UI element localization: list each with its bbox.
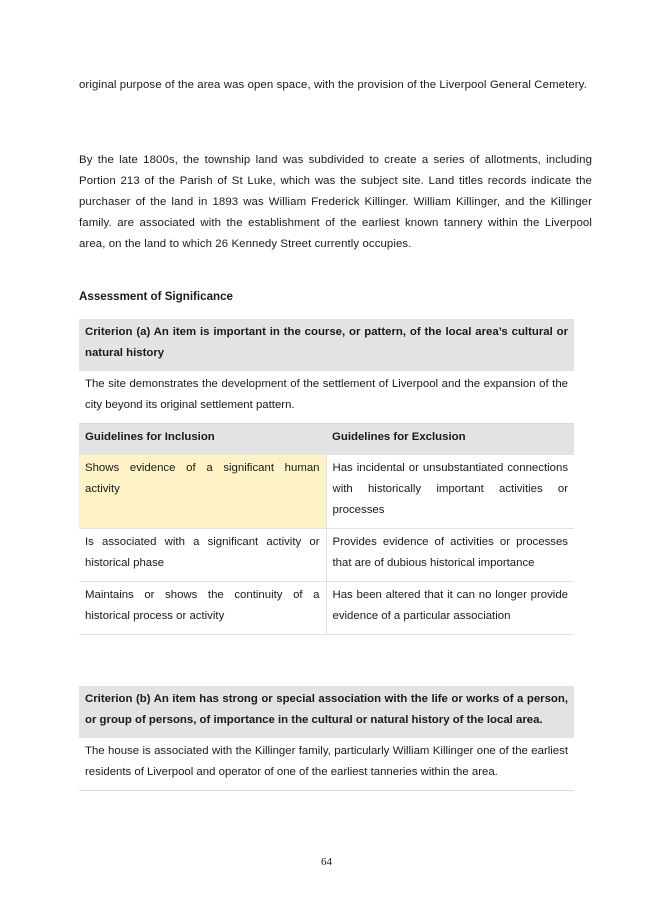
criterion-a-table xyxy=(79,319,574,635)
exclusion-header: Guidelines for Exclusion xyxy=(326,424,574,456)
criterion-b-description: The house is associated with the Killinger family, particularly William Killinger one of the earliest residents of Liverpool and operator of one of the earliest tanneries within the area. xyxy=(79,738,574,791)
inclusion-cell: Is associated with a significant activity or historical phase xyxy=(79,529,326,582)
guideline-row xyxy=(79,582,574,635)
section-heading: Assessment of Significance xyxy=(79,290,233,303)
exclusion-cell: Provides evidence of activities or processes that are of dubious historical importance xyxy=(326,529,574,582)
inclusion-cell: Shows evidence of a significant human activity xyxy=(79,455,326,529)
guideline-row xyxy=(79,455,574,529)
page-number: 64 xyxy=(321,856,332,868)
criterion-b-title: Criterion (b) An item has strong or special association with the life or works of a person, or group of persons, of importance in the cultural or natural history of the local area. xyxy=(79,686,574,738)
exclusion-cell: Has been altered that it can no longer provide evidence of a particular association xyxy=(326,582,574,635)
intro-paragraph: original purpose of the area was open space, with the provision of the Liverpool General Cemetery. xyxy=(79,79,587,91)
exclusion-cell: Has incidental or unsubstantiated connections with historically important activities or processes xyxy=(326,455,574,529)
criterion-b-table xyxy=(79,686,574,791)
criterion-a-description: The site demonstrates the development of the settlement of Liverpool and the expansion of the city beyond its original settlement pattern. xyxy=(79,371,574,424)
criterion-a-title: Criterion (a) An item is important in the course, or pattern, of the local area’s cultural or natural history xyxy=(79,319,574,371)
history-paragraph: By the late 1800s, the township land was subdivided to create a series of allotments, including Portion 213 of the Parish of St Luke, which was the subject site. Land titles records indicate the purchaser of the land in 1893 was William Frederick Killinger. William Killinger, and the Killinger family. are associated with the establishment of the earliest known tannery within the Liverpool area, on the land to which 26 Kennedy Street currently occupies. xyxy=(79,154,592,250)
inclusion-header: Guidelines for Inclusion xyxy=(79,424,326,456)
guideline-row xyxy=(79,529,574,582)
inclusion-cell: Maintains or shows the continuity of a historical process or activity xyxy=(79,582,326,635)
